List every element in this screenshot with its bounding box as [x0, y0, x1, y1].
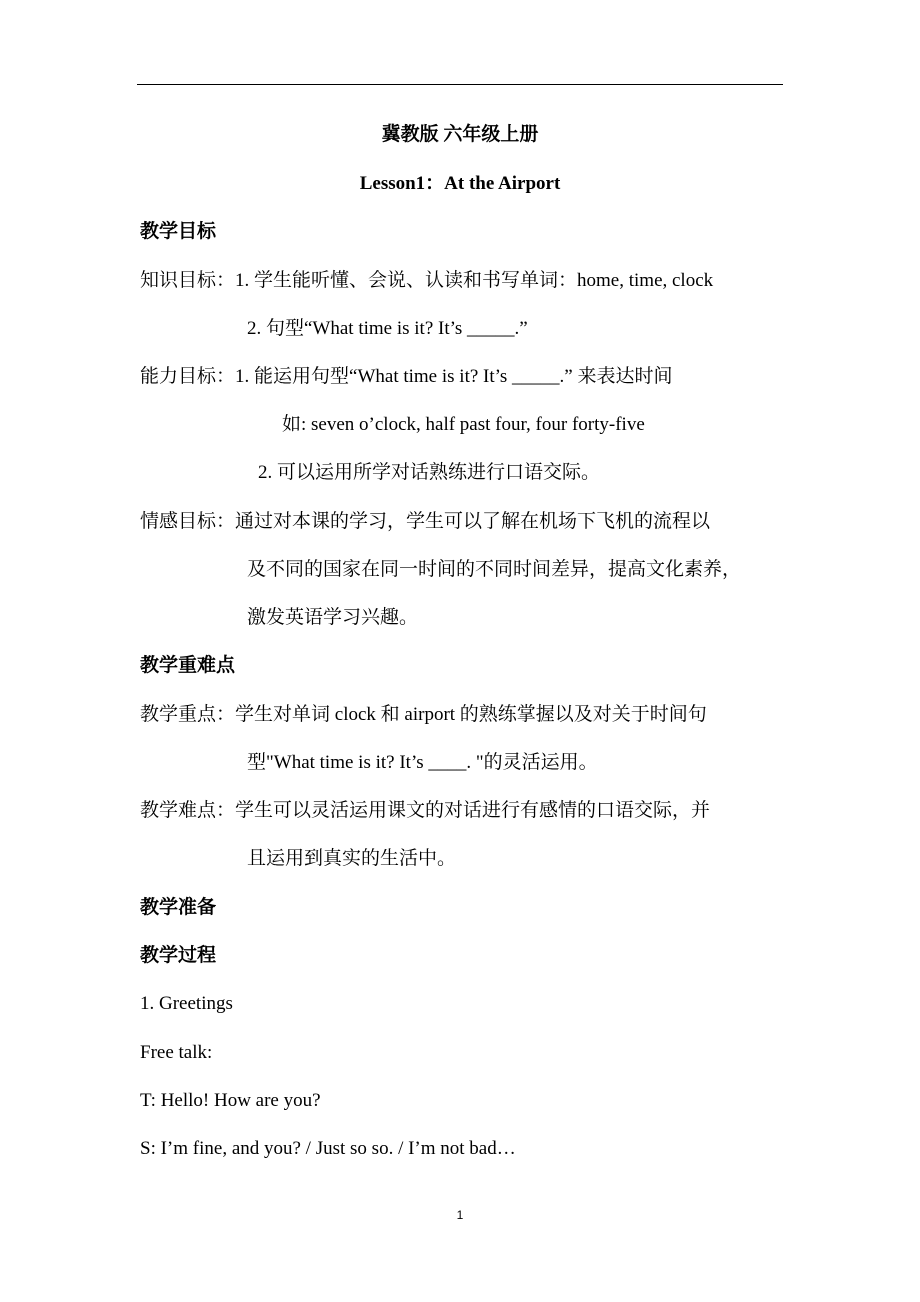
- emotion-line-1: 通过对本课的学习，学生可以了解在机场下飞机的流程以: [235, 511, 711, 532]
- key-points-heading: 教学重难点: [140, 655, 236, 676]
- grade-title: 冀教版 六年级上册: [381, 124, 539, 145]
- focus-label: 教学重点：: [140, 704, 236, 725]
- student-line: S: I’m fine, and you? / Just so so. / I’m not bad…: [140, 1138, 516, 1159]
- knowledge-item-2: 2. 句型“What time is it? It’s _____.”: [247, 318, 528, 339]
- emotion-objective: [140, 509, 710, 535]
- emotion-line-3: 激发英语学习兴趣。: [247, 607, 419, 628]
- difficulty-label: 教学难点：: [140, 800, 236, 821]
- page-number: 1: [456, 1208, 464, 1222]
- process-step-1: 1. Greetings: [140, 993, 233, 1014]
- ability-label: 能力目标：: [140, 366, 236, 387]
- difficulty-point: [140, 798, 710, 824]
- preparation-heading: 教学准备: [140, 897, 217, 918]
- process-heading: 教学过程: [140, 945, 217, 966]
- focus-line-2: 型"What time is it? It’s ____. "的灵活运用。: [247, 752, 598, 773]
- emotion-line-2: 及不同的国家在同一时间的不同时间差异，提高文化素养，: [247, 559, 742, 580]
- knowledge-objective: [140, 268, 713, 294]
- free-talk-label: Free talk:: [140, 1042, 213, 1063]
- difficulty-line-2: 且运用到真实的生活中。: [247, 848, 457, 869]
- knowledge-item-1: 1. 学生能听懂、会说、认读和书写单词：home, time, clock: [235, 270, 714, 291]
- focus-line-1: 学生对单词 clock 和 airport 的熟练掌握以及对关于时间句: [235, 704, 707, 725]
- ability-item-1: 1. 能运用句型“What time is it? It’s _____.” 来表达时间: [235, 366, 673, 387]
- objectives-heading: 教学目标: [140, 221, 217, 242]
- difficulty-line-1: 学生可以灵活运用课文的对话进行有感情的口语交际，并: [235, 800, 711, 821]
- focus-point: [140, 702, 707, 728]
- header-rule: [137, 84, 783, 85]
- teacher-line: T: Hello! How are you?: [140, 1090, 321, 1111]
- ability-objective: [140, 364, 673, 390]
- lesson-title: Lesson1：At the Airport: [359, 173, 561, 194]
- emotion-label: 情感目标：: [140, 511, 236, 532]
- knowledge-label: 知识目标：: [140, 270, 236, 291]
- ability-example: 如: seven o’clock, half past four, four forty-five: [282, 414, 645, 435]
- ability-item-2: 2. 可以运用所学对话熟练进行口语交际。: [258, 462, 601, 483]
